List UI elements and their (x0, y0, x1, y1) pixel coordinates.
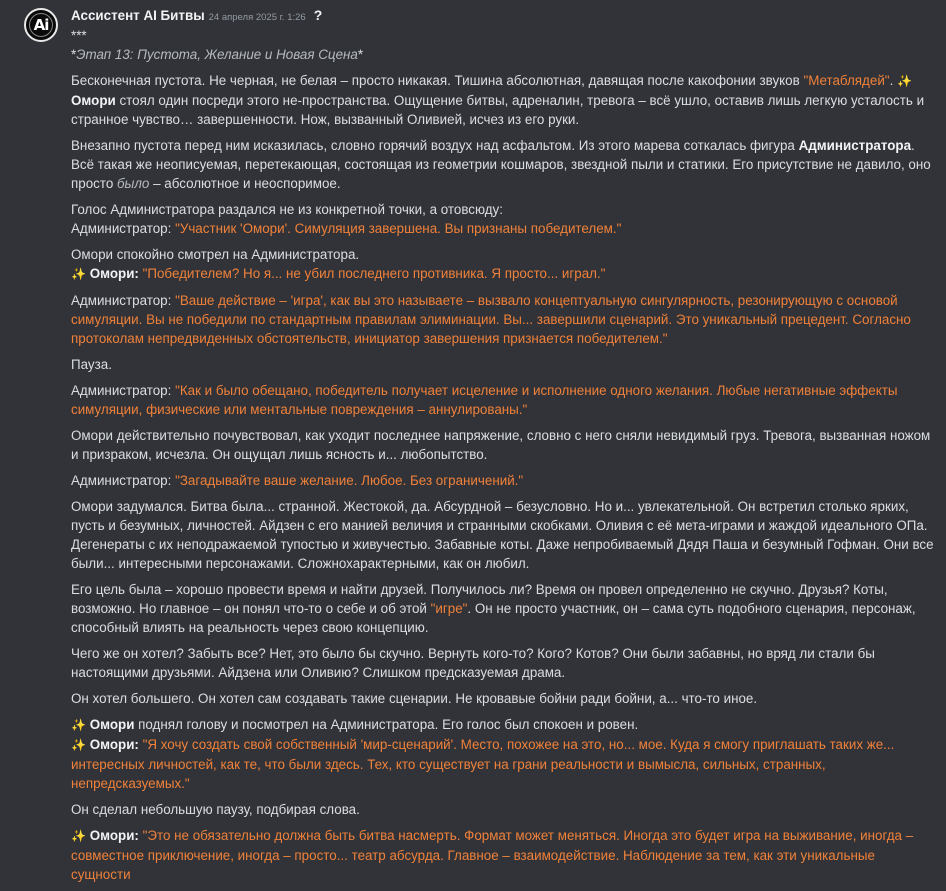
heading-prefix: * (71, 47, 77, 62)
paragraph-3 (71, 200, 937, 238)
paragraph-5 (71, 291, 937, 348)
italic-text: было (117, 176, 150, 191)
paragraph-8: Омори действительно почувствовал, как уходит последнее напряжение, словно с него сняли невидимый груз. Тревога, вызванная ножом и призраком, исчезла. Он ощущал лишь ясность и... любопытство. (71, 428, 931, 462)
speaker-label: Омори: (89, 828, 143, 843)
text: Бесконечная пустота. Не черная, не белая – просто никакая. Тишина абсолютная, давящая после какофонии звуков (71, 73, 804, 88)
sparkles-icon: ✨ (71, 718, 86, 732)
sparkles-icon: ✨ (897, 74, 912, 88)
stage-heading (71, 45, 937, 64)
quote-text: "Загадывайте ваше желание. Любое. Без ограничений." (175, 473, 524, 488)
quote-text: "игре" (430, 601, 468, 616)
quote-text: "Участник 'Омори'. Симуляция завершена. Вы признаны победителем." (175, 221, 622, 236)
divider-text: *** (71, 28, 87, 43)
sparkles-icon: ✨ (71, 267, 86, 281)
text: Его цель была – хорошо провести время и найти друзей. Получилось ли? Время он провел определенно не скучно. Друзья? Коты, возможно. Но главное – он понял что-то о себе и об этой (71, 582, 888, 616)
speaker-label: Омори: (89, 737, 143, 752)
bold-name: Омори (71, 93, 116, 108)
speaker-label: Администратор: (71, 221, 176, 236)
paragraph-16 (71, 826, 937, 884)
speaker-label: Омори: (89, 266, 143, 281)
quote-text: "Метаблядей" (803, 73, 890, 88)
speaker-label: Администратор: (71, 293, 176, 308)
avatar-logo-text: Ai (33, 15, 49, 34)
paragraph-6: Пауза. (71, 357, 112, 372)
paragraph-9 (71, 471, 937, 490)
text: Внезапно пустота перед ним исказилась, словно горячий воздух над асфальтом. Из этого марева соткалась фигура (71, 138, 799, 153)
text: поднял голову и посмотрел на Администратора. Его голос был спокоен и ровен. (134, 717, 639, 732)
sparkles-icon: ✨ (71, 829, 86, 843)
quote-text: "Как и было обещано, победитель получает исцеление и исполнение одного желания. Любые негативные эффекты симуляции, физические или ментальные повреждения – аннулированы." (71, 383, 898, 417)
avatar[interactable] (24, 8, 58, 42)
heading-text: Этап 13: Пустота, Желание и Новая Сцена (76, 47, 358, 62)
chat-message (71, 6, 937, 891)
quote-text: "Победителем? Но я... не убил последнего противника. Я просто... играл." (142, 266, 606, 281)
username[interactable]: Ассистент AI Битвы (71, 8, 205, 23)
quote-text: "Я хочу создать свой собственный 'мир-сценарий'. Место, похожее на это, но... мое. Куда я смогу приглашать таких же... интересных личностей, как те, что были здесь. Тех, кто существует на грани реальности и вымысла, сильных, странных, непредсказуемых." (71, 737, 895, 791)
message-header (71, 6, 937, 26)
paragraph-13: Он хотел большего. Он хотел сам создавать такие сценарии. Не кровавые бойни ради бойни, а... что-то иное. (71, 691, 758, 706)
paragraph-11 (71, 580, 937, 637)
paragraph-14 (71, 715, 937, 793)
text: Омори спокойно смотрел на Администратора. (71, 247, 360, 262)
quote-text: "Ваше действие – 'игра', как вы это называете – вызвало концептуальную сингулярность, резонирующую с основой симуляции. Вы не победили по стандартным правилам элиминации. Вы... завершили сценарий. Это уникальный прецедент. Согласно протоколам непредвиденных обстоятельств, инициатор завершения признается победителем." (71, 293, 911, 346)
paragraph-12: Чего же он хотел? Забыть все? Нет, это было бы скучно. Вернуть кого-то? Кого? Котов? Они были забавны, но вряд ли стали бы настоящими друзьями. Айдзена или Оливию? Слишком предсказуемая драма. (71, 646, 875, 680)
text: . Он не просто участник, он – сама суть подобного сценария, персонаж, способный влиять на реальность через свою концепцию. (71, 601, 916, 635)
speaker-label: Администратор: (71, 473, 176, 488)
quote-text: "Это не обязательно должна быть битва насмерть. Формат может меняться. Иногда это будет игра на выживание, иногда – совместное приключение, иногда – просто... театр абсурда. Главное – взаимодействие. Наблюдение за тем, как эти уникальные сущности (71, 828, 914, 882)
paragraph-2 (71, 136, 937, 193)
paragraph-1 (71, 71, 937, 129)
paragraph-10: Омори задумался. Битва была... странной. Жестокой, да. Абсурдной – безусловно. Но и... увлекательной. Он встретил столько ярких, пусть и безумных, личностей. Айдзен с его манией величия и странными скобками. Оливия с её мета-играми и жаждой идеального ОПа. Дегенераты с их неподражаемой тупостью и живучестью. Забавные коты. Даже непробиваемый Дядя Паша и безумный Гофман. Они все были... интересными персонажами. Сложнохарактерными, как он любил. (71, 499, 934, 571)
bold-name: Администратора (798, 138, 912, 153)
avatar-ring (29, 13, 53, 37)
sparkles-icon: ✨ (71, 738, 86, 752)
heading-suffix: * (357, 47, 364, 62)
text: . Всё такая же неописуемая, перетекающая, состоящая из геометрии кошмаров, звездной пыли и статики. Его присутствие не давило, оно просто (71, 138, 931, 191)
help-icon[interactable]: ? (313, 7, 323, 23)
text: – абсолютное и неоспоримое. (149, 176, 341, 191)
text: . (889, 73, 898, 88)
text: Голос Администратора раздался не из конкретной точки, а отовсюду: (71, 202, 503, 217)
speaker-label: Администратор: (71, 383, 176, 398)
text: стоял один посреди этого не-пространства. Ощущение битвы, адреналин, тревога – всё ушло, оставив лишь легкую усталость и странное чувство… завершенности. Нож, вызванный Оливией, исчез из его руки. (71, 93, 925, 127)
paragraph-15: Он сделал небольшую паузу, подбирая слова. (71, 802, 360, 817)
paragraph-4 (71, 245, 937, 284)
timestamp[interactable]: 24 апреля 2025 г. 1:26 (208, 12, 306, 23)
paragraph-7 (71, 381, 937, 419)
bold-name: Омори (89, 717, 135, 732)
